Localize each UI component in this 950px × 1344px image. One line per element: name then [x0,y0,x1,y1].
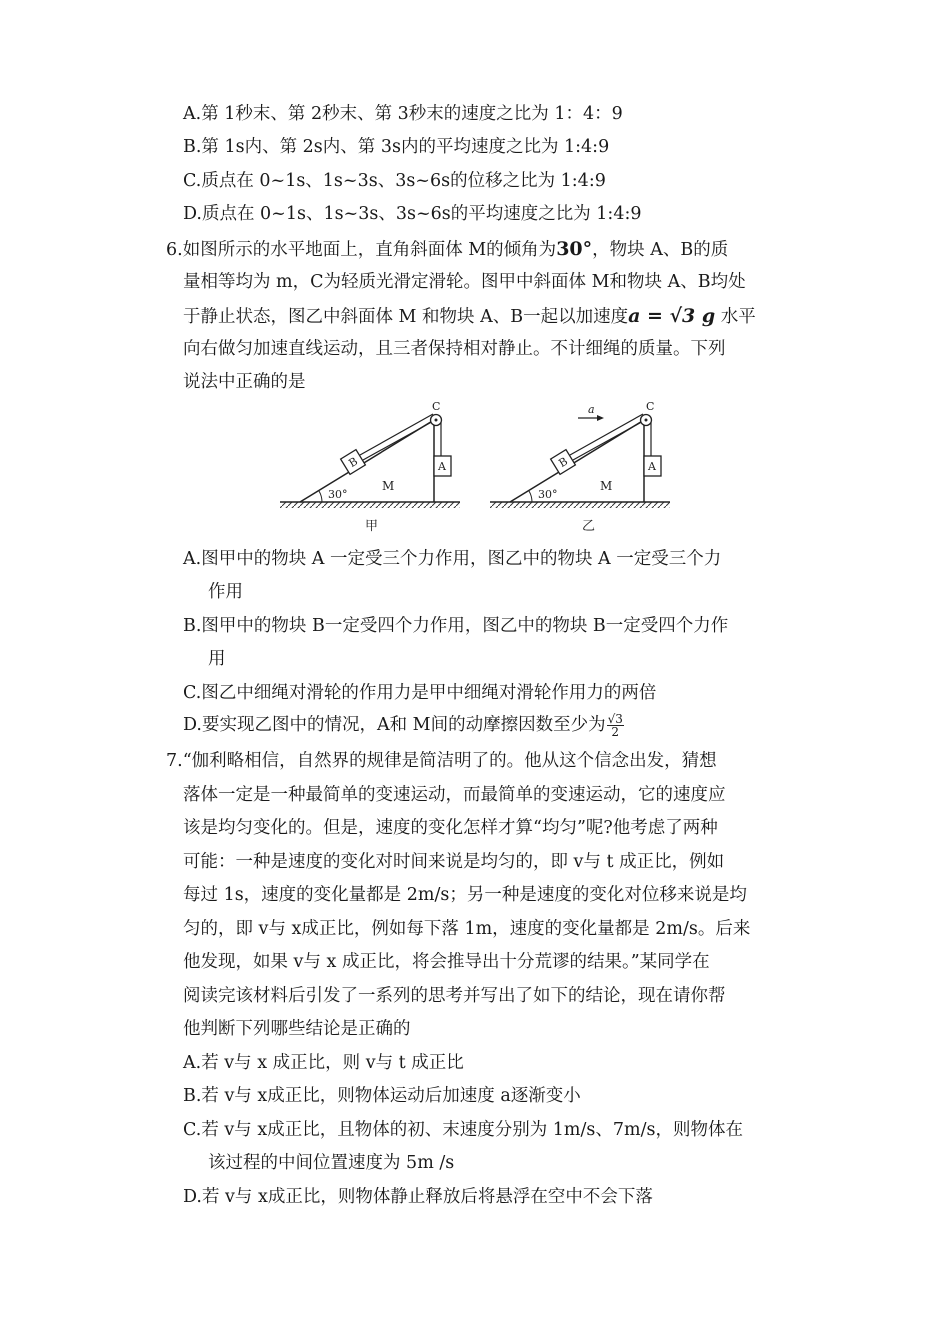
q6-option-a: A.图甲中的物块 A 一定受三个力作用，图乙中的物块 A 一定受三个力 [183,549,722,569]
q6-option-b: B.图甲中的物块 B一定受四个力作用，图乙中的物块 B一定受四个力作 [183,616,729,636]
block-a-label: A [438,460,446,473]
block-b [551,450,576,475]
q6-stem-text: 水平 [720,307,756,327]
angle-arc [529,491,532,502]
q7-option-d: D.若 v与 x成正比，则物体静止释放后将悬浮在空中不会下落 [183,1187,653,1207]
accel-label: a [588,403,595,416]
q7-option-b: B.若 v与 x成正比，则物体运动后加速度 a逐渐变小 [183,1086,581,1106]
q6-stem-text: ，物块 A、B的质 [592,240,729,260]
rope [573,419,647,460]
q7-stem-line4: 可能：一种是速度的变化对时间来说是均匀的，即 v与 t 成正比，例如 [183,852,725,872]
accel-arrow-head [597,415,604,421]
q6-option-c: C.图乙中细绳对滑轮的作用力是甲中细绳对滑轮作用力的两倍 [183,683,657,703]
rope [360,414,433,455]
q7-stem-line5: 每过 1s，速度的变化量都是 2m/s；另一种是速度的变化对位移来说是均 [183,885,747,905]
q5-option-c: C.质点在 0~1s、1s~3s、3s~6s的位移之比为 1:4:9 [183,171,606,191]
q7-option-a: A.若 v与 x 成正比，则 v与 t 成正比 [183,1053,464,1073]
figure-left [280,400,460,534]
figure-right [490,400,670,534]
q6-fraction-den: 2 [611,725,620,739]
q7-stem-line1: 7.“伽利略相信，自然界的规律是简洁明了的。他从这个信念出发，猜想 [166,751,717,771]
q6-stem-line5: 说法中正确的是 [183,372,306,392]
block-a-label: A [648,460,656,473]
q6-stem-line3 [183,303,756,330]
body-label: M [600,479,613,493]
ground-hatch [490,502,670,508]
angle-arc [319,491,322,502]
q6-fraction [607,713,624,738]
q6-stem-text: 6.如图所示的水平地面上，直角斜面体 M的倾角为 [166,240,557,260]
q7-option-c: C.若 v与 x成正比，且物体的初、末速度分别为 1m/s、7m/s，则物体在 [183,1120,743,1140]
rope [363,419,437,460]
q7-stem-line8: 阅读完该材料后引发了一系列的思考并写出了如下的结论，现在请你帮 [183,986,726,1006]
block-b [341,450,366,475]
q6-option-a-cont: 作用 [208,582,243,602]
q5-option-a: A.第 1秒末、第 2秒末、第 3秒末的速度之比为 1：4：9 [183,104,623,124]
q6-stem-text: 于静止状态，图乙中斜面体 M 和物块 A、B一起以加速度 [183,307,629,327]
q7-option-c-cont: 该过程的中间位置速度为 5m /s [208,1153,455,1173]
q6-option-d [183,712,624,738]
q7-stem-line3: 该是均匀变化的。但是，速度的变化怎样才算“均匀”呢?他考虑了两种 [183,818,718,838]
figure-left-caption: 甲 [365,519,379,534]
ground-hatch [280,502,460,508]
q6-figure [270,392,690,542]
q6-accel: a = √3 g [628,305,716,327]
block-b-label: B [346,454,361,471]
pulley-label: C [432,400,441,413]
q7-stem-line6: 匀的，即 v与 x成正比，例如每下落 1m，速度的变化量都是 2m/s。后来 [183,919,751,939]
q7-stem-line9: 他判断下列哪些结论是正确的 [183,1019,411,1039]
pulley-axle [435,419,438,422]
q6-option-d-text: D.要实现乙图中的情况，A和 M间的动摩擦因数至少为 [183,715,606,735]
q6-angle: 30° [556,238,593,260]
q5-option-d: D.质点在 0~1s、1s~3s、3s~6s的平均速度之比为 1:4:9 [183,204,642,224]
pulley-label: C [646,400,655,413]
q6-stem-line2: 量相等均为 m，C为轻质光滑定滑轮。图甲中斜面体 M和物块 A、B均处 [183,272,746,292]
block-b-label: B [556,454,571,471]
q7-stem-line2: 落体一定是一种最简单的变速运动，而最简单的变速运动，它的速度应 [183,785,726,805]
q6-stem-line4: 向右做匀加速直线运动，且三者保持相对静止。不计细绳的质量。下列 [183,339,726,359]
q5-option-b: B.第 1s内、第 2s内、第 3s内的平均速度之比为 1:4:9 [183,137,610,157]
body-label: M [382,479,395,493]
figure-right-caption: 乙 [582,519,596,534]
q6-fraction-num: √3 [607,712,623,726]
rope [570,414,643,455]
angle-label: 30° [538,488,558,501]
q6-option-b-cont: 用 [208,649,226,669]
pulley-axle [645,419,648,422]
angle-label: 30° [328,488,348,501]
q6-stem-line1 [166,236,728,263]
q7-stem-line7: 他发现，如果 v与 x 成正比，将会推导出十分荒谬的结果。”某同学在 [183,952,710,972]
